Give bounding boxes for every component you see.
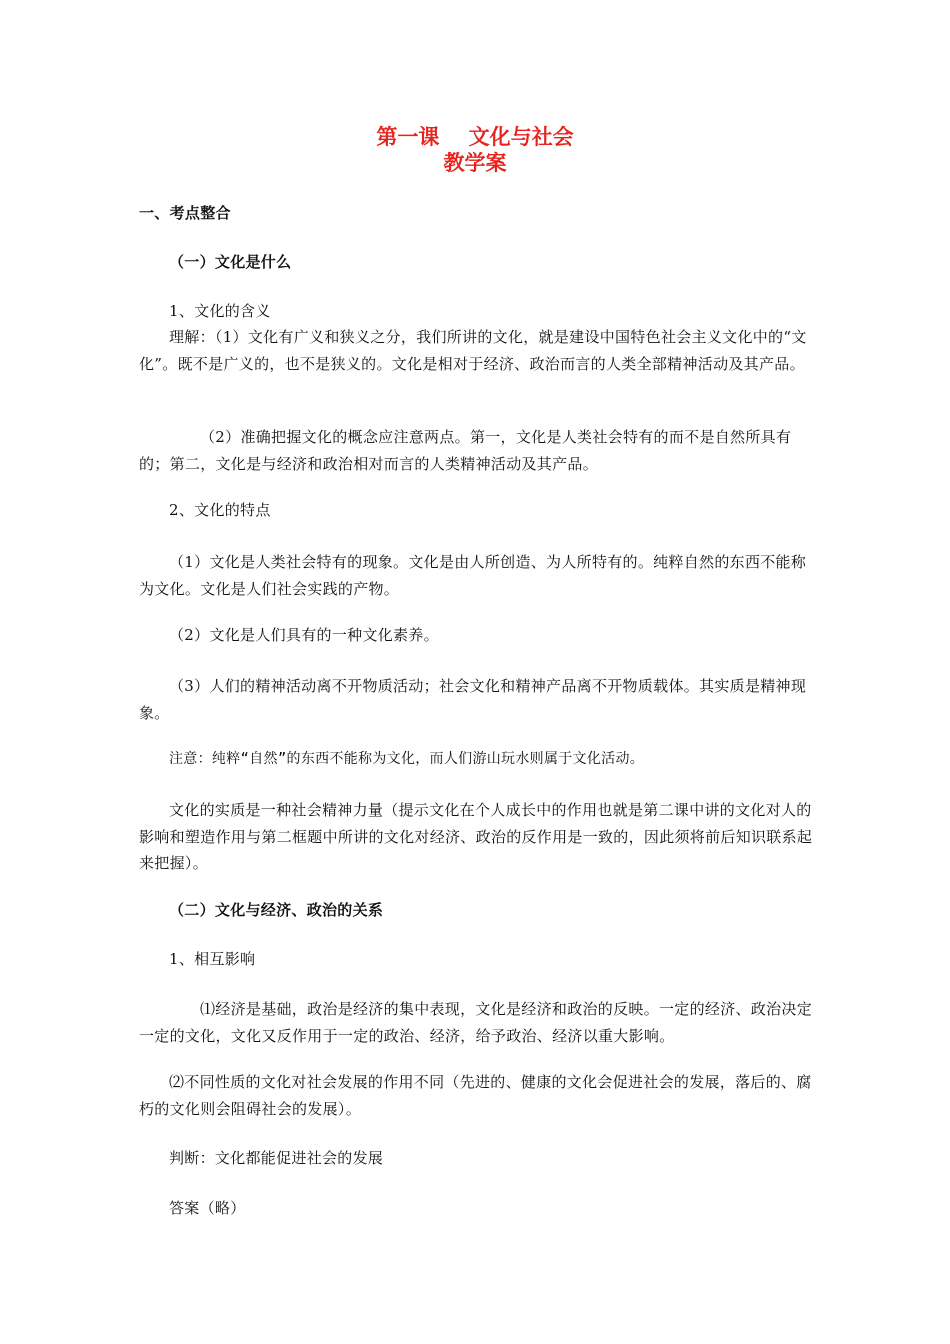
item-heading-mutual-influence: 1、相互影响 bbox=[169, 950, 256, 968]
document-title: 第一课 文化与社会 bbox=[376, 125, 574, 149]
item-heading-features: 2、文化的特点 bbox=[169, 501, 271, 519]
paragraph-meaning-1: 理解：（1）文化有广义和狭义之分，我们所讲的文化，就是建设中国特色社会主义文化中的“文化”。既不是广义的，也不是狭义的。文化是相对于经济、政治而言的人类全部精神活动及其产品。 bbox=[139, 328, 807, 373]
answer-line: 答案（略） bbox=[169, 1199, 246, 1217]
paragraph-meaning-2: （2）准确把握文化的概念应注意两点。第一，文化是人类社会特有的而不是自然所具有的；第二，文化是与经济和政治相对而言的人类精神活动及其产品。 bbox=[139, 428, 792, 473]
note-paragraph: 注意：纯粹“自然”的东西不能称为文化，而人们游山玩水则属于文化活动。 bbox=[169, 751, 645, 767]
document-subtitle: 教学案 bbox=[443, 151, 507, 175]
paragraph-feature-2: （2）文化是人们具有的一种文化素养。 bbox=[169, 626, 439, 644]
subsection-heading-what-is-culture: （一）文化是什么 bbox=[169, 253, 292, 271]
paragraph-feature-1: （1）文化是人类社会特有的现象。文化是由人所创造、为人所特有的。纯粹自然的东西不能称为文化。文化是人们社会实践的产物。 bbox=[139, 553, 807, 598]
paragraph-feature-3: （3）人们的精神活动离不开物质活动；社会文化和精神产品离不开物质载体。其实质是精神现象。 bbox=[139, 677, 807, 722]
paragraph-essence: 文化的实质是一种社会精神力量（提示文化在个人成长中的作用也就是第二课中讲的文化对人的影响和塑造作用与第二框题中所讲的文化对经济、政治的反作用是一致的，因此须将前后知识联系起来把握）。 bbox=[139, 801, 813, 872]
judgement-question: 判断：文化都能促进社会的发展 bbox=[169, 1149, 384, 1167]
section-heading-exam-points: 一、考点整合 bbox=[139, 204, 231, 222]
paragraph-influence-2: ⑵不同性质的文化对社会发展的作用不同（先进的、健康的文化会促进社会的发展，落后的、腐朽的文化则会阻碍社会的发展）。 bbox=[139, 1073, 812, 1118]
subsection-heading-culture-economy-politics: （二）文化与经济、政治的关系 bbox=[169, 901, 384, 919]
paragraph-influence-1: ⑴经济是基础，政治是经济的集中表现，文化是经济和政治的反映。一定的经济、政治决定一定的文化，文化又反作用于一定的政治、经济，给予政治、经济以重大影响。 bbox=[139, 1000, 813, 1045]
item-heading-meaning: 1、文化的含义 bbox=[169, 302, 271, 320]
